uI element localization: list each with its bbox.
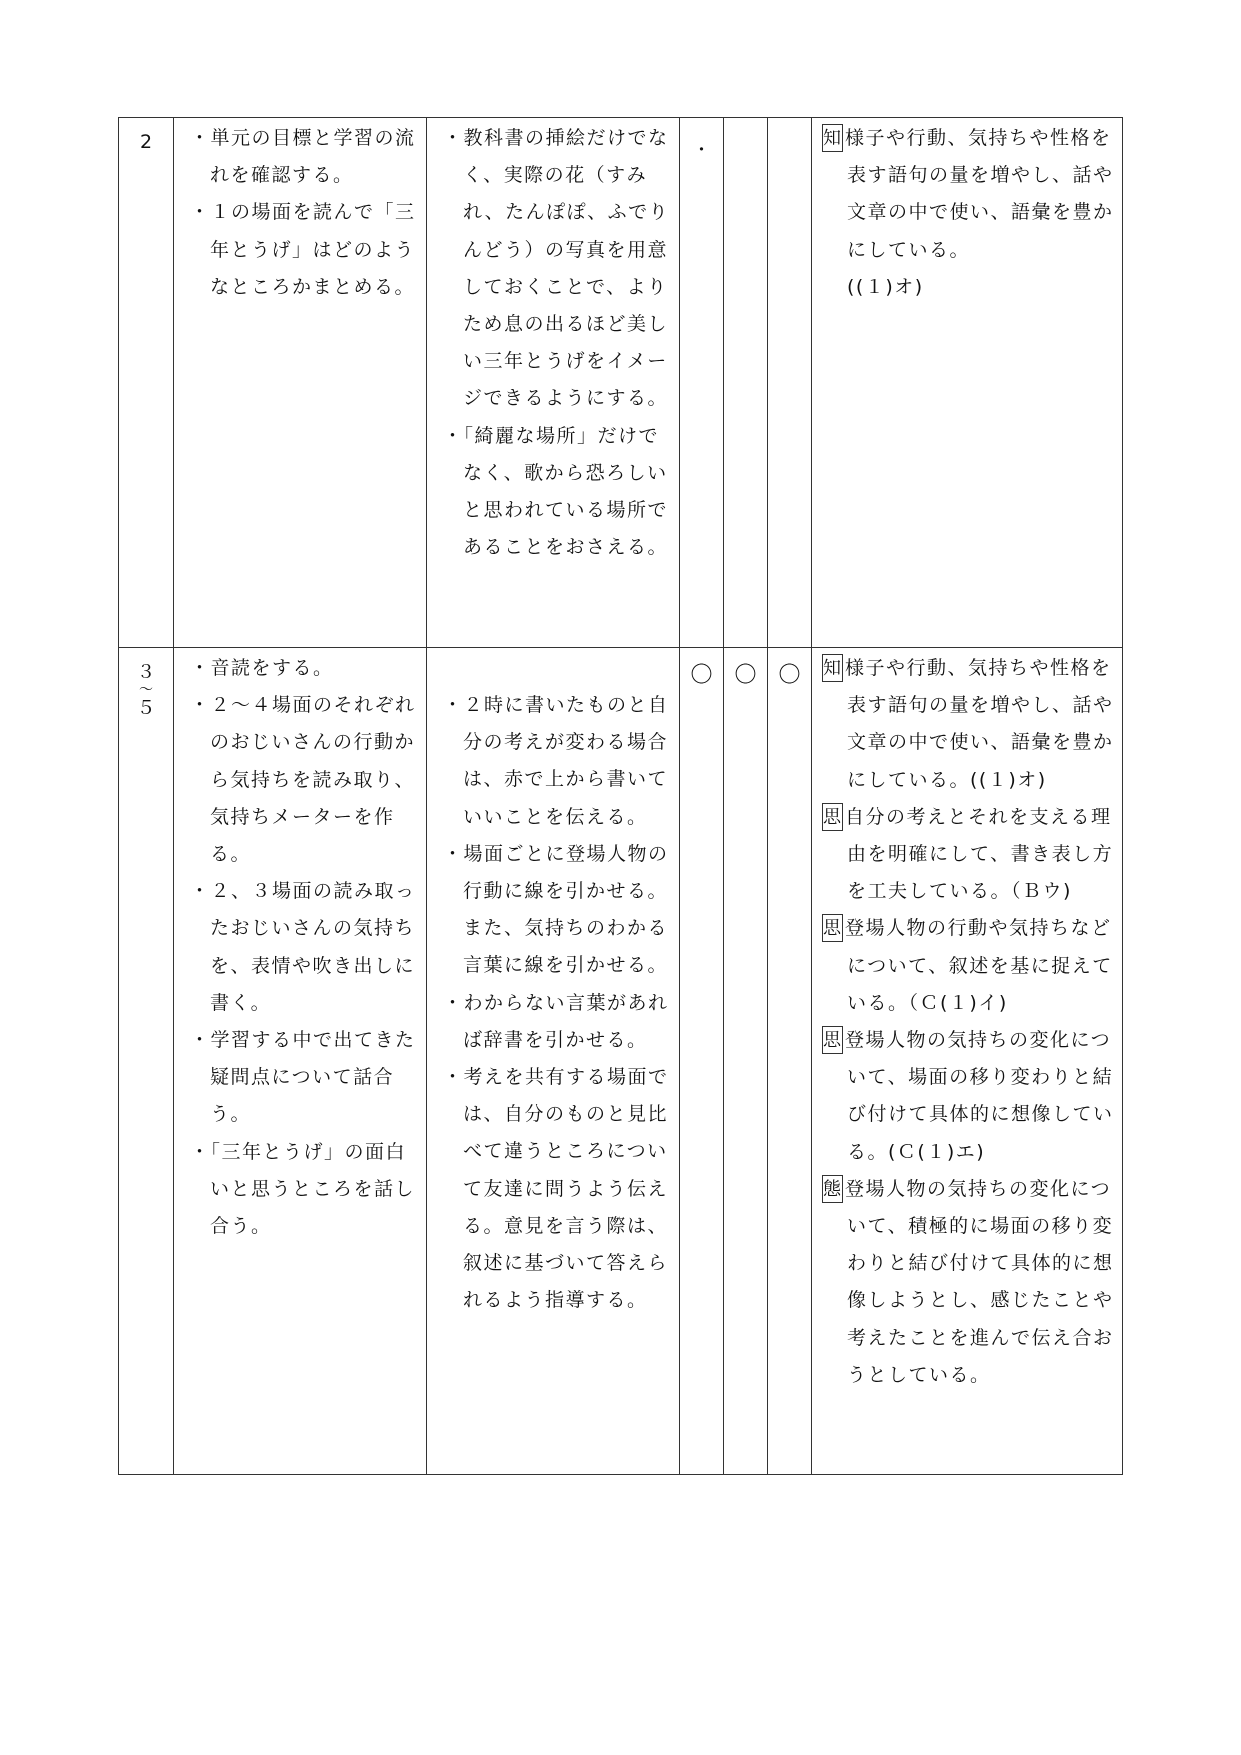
support-item: ・場面ごとに登場人物の行動に線を引かせる。また、気持ちのわかる言葉に線を引かせる。	[443, 842, 669, 977]
evaluation-tag: 思	[822, 803, 843, 831]
activities-cell	[174, 648, 427, 1475]
evaluation-tag: 思	[822, 914, 843, 942]
lesson-number: 2	[139, 131, 153, 153]
table-row	[119, 648, 1123, 1475]
evaluation-tag: 態	[822, 1175, 843, 1203]
circle-mark: 〇	[690, 663, 713, 688]
mark-cell	[680, 648, 724, 1475]
spacer	[443, 650, 673, 687]
support-item: ・考えを共有する場面では、自分のものと見比べて違うところについて友達に問うよう伝える。意見を言う際は、叙述に基づいて答えられるよう指導する。	[443, 1066, 669, 1312]
evaluation-text: 登場人物の行動や気持ちなどについて、叙述を基に捉えている。（Ｃ(１)イ)	[845, 917, 1113, 1014]
evaluation-text: 様子や行動、気持ちや性格を表す語句の量を増やし、話や文章の中で使い、語彙を豊かにしている。	[845, 127, 1114, 261]
evaluation-tag: 知	[822, 654, 843, 682]
activities-cell	[174, 118, 427, 648]
lesson-number-end: ５	[136, 697, 156, 719]
activity-item: ・学習する中で出てきた疑問点について話合う。	[190, 1029, 416, 1126]
mark-cell	[680, 118, 724, 648]
lesson-number-cell	[119, 118, 174, 648]
activity-item: ・単元の目標と学習の流れを確認する。	[190, 127, 416, 187]
evaluation-cell	[812, 648, 1123, 1475]
evaluation-text: 自分の考えとそれを支える理由を明確にして、書き表し方を工夫している。（Ｂウ)	[845, 805, 1114, 903]
evaluation-item	[822, 1171, 1116, 1394]
lesson-number-cell	[119, 648, 174, 1475]
evaluation-item	[822, 1022, 1116, 1171]
support-item: ・わからない言葉があれば辞書を引かせる。	[443, 991, 669, 1051]
activity-item: ・２、３場面の読み取ったおじいさんの気持ちを、表情や吹き出しに書く。	[190, 880, 416, 1014]
evaluation-item	[822, 120, 1116, 269]
evaluation-cell	[812, 118, 1123, 648]
evaluation-text: 登場人物の気持ちの変化について、場面の移り変わりと結び付けて具体的に想像している。(Ｃ(１)エ)	[845, 1029, 1114, 1163]
support-item: ・教科書の挿絵だけでなく、実際の花（すみれ、たんぽぽ、ふでりんどう）の写真を用意しておくことで、よりため息の出るほど美しい三年とうげをイメージできるようにする。	[443, 127, 670, 410]
mark-cell	[768, 118, 812, 648]
mark-cell	[768, 648, 812, 1475]
mark: ・	[692, 140, 711, 161]
activity-item: ・２〜４場面のそれぞれのおじいさんの行動から気持ちを読み取り、気持ちメーターを作る。	[190, 694, 416, 866]
support-cell	[427, 648, 680, 1475]
evaluation-item	[822, 799, 1116, 911]
mark	[768, 118, 811, 136]
activity-item: ・１の場面を読んで「三年とうげ」はどのようなところかまとめる。	[190, 201, 416, 298]
evaluation-code: ((１)オ)	[847, 275, 924, 298]
lesson-plan-table	[118, 117, 1123, 1475]
lesson-number-start: ３	[136, 661, 156, 683]
table-row	[119, 118, 1123, 648]
circle-mark: 〇	[734, 663, 757, 688]
evaluation-item	[822, 910, 1116, 1022]
lesson-number	[119, 648, 173, 720]
evaluation-text: 登場人物の気持ちの変化について、積極的に場面の移り変わりと結び付けて具体的に想像しようとし、感じたことや考えたことを進んで伝え合おうとしている。	[845, 1177, 1114, 1386]
support-item: ・２時に書いたものと自分の考えが変わる場合は、赤で上から書いていいことを伝える。	[443, 694, 669, 828]
mark	[724, 118, 767, 136]
mark-cell	[724, 648, 768, 1475]
support-cell	[427, 118, 680, 648]
support-item: ・「綺麗な場所」だけでなく、歌から恐ろしいと思われている場所であることをおさえる。	[443, 424, 669, 559]
mark-cell	[724, 118, 768, 648]
evaluation-text: 様子や行動、気持ちや性格を表す語句の量を増やし、話や文章の中で使い、語彙を豊かにしている。((１)オ)	[845, 657, 1114, 791]
evaluation-item	[822, 650, 1116, 799]
evaluation-tag: 知	[822, 124, 843, 152]
evaluation-tag: 思	[822, 1026, 843, 1054]
lesson-number-range: 〜	[139, 682, 153, 698]
activity-item: ・「三年とうげ」の面白いと思うところを話し合う。	[190, 1140, 416, 1238]
activity-item: ・音読をする。	[190, 657, 334, 679]
circle-mark: 〇	[778, 663, 801, 688]
